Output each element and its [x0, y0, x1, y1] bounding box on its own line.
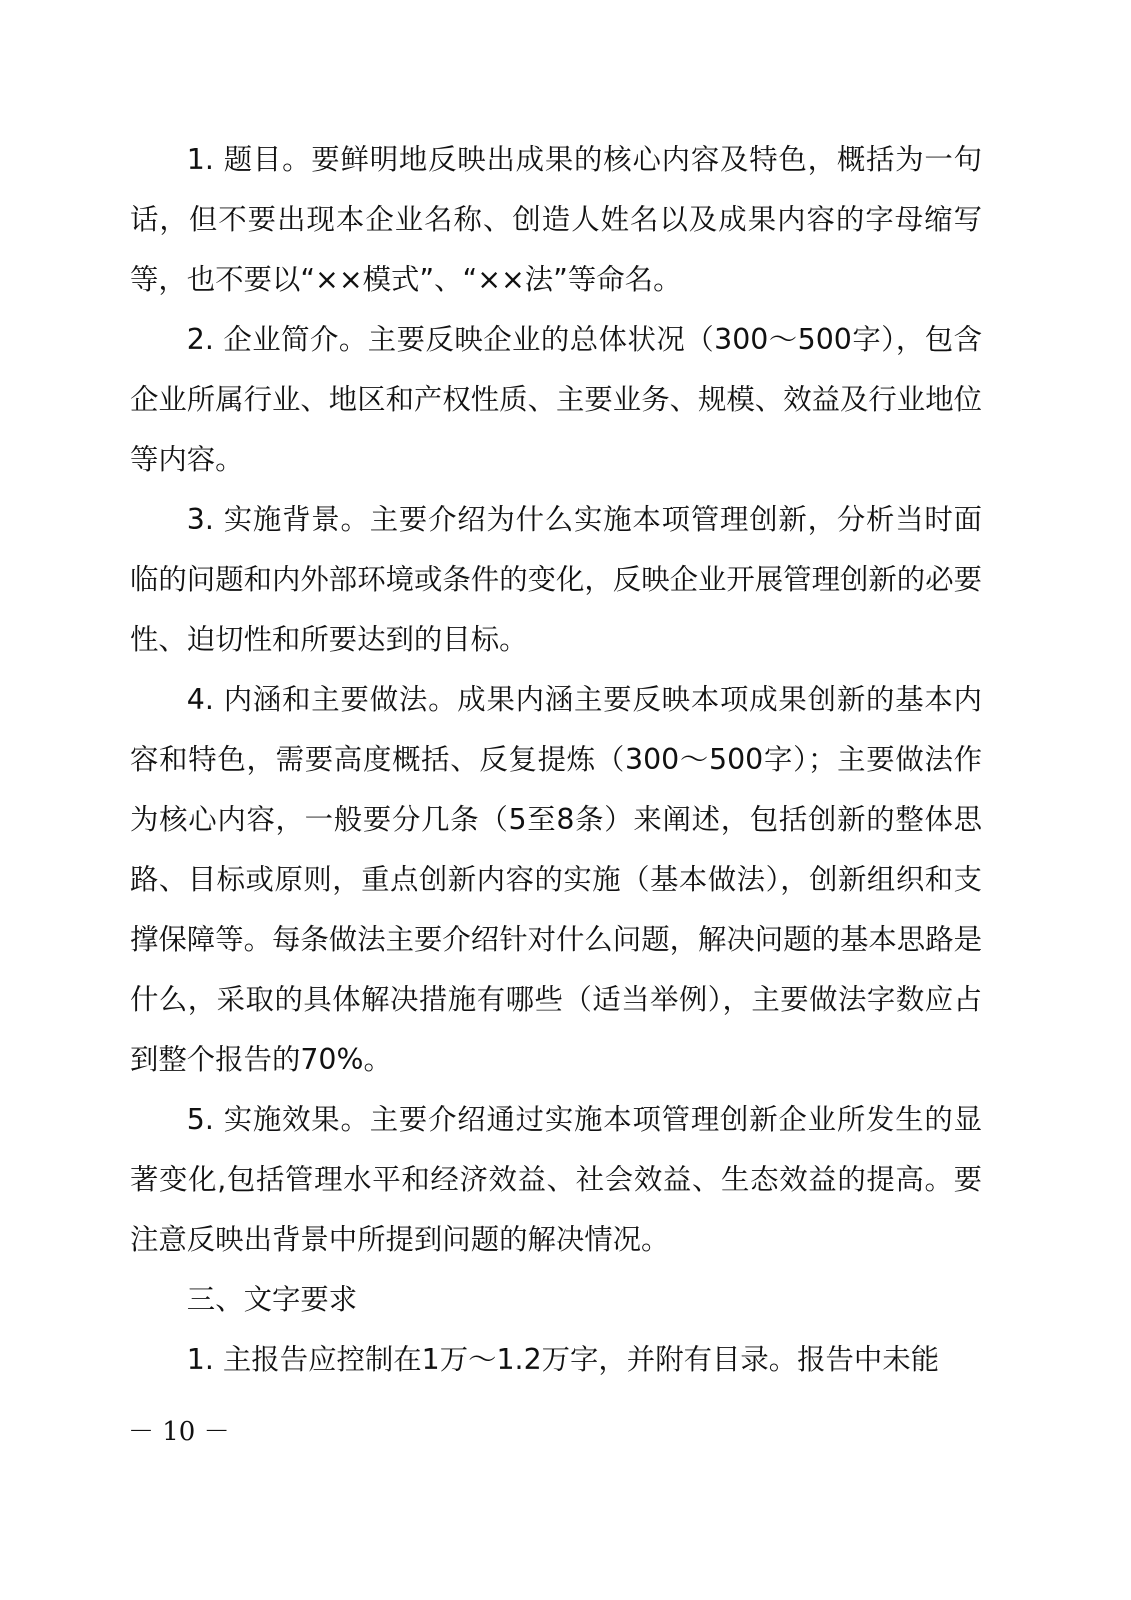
paragraph-background: 3. 实施背景。主要介绍为什么实施本项管理创新，分析当时面临的问题和内外部环境或条件的变化，反映企业开展管理创新的必要性、迫切性和所要达到的目标。: [130, 503, 982, 656]
paragraph-methods: 4. 内涵和主要做法。成果内涵主要反映本项成果创新的基本内容和特色，需要高度概括、反复提炼（300～500字）；主要做法作为核心内容，一般要分几条（5至8条）来阐述，包括创新的整体思路、目标或原则，重点创新内容的实施（基本做法），创新组织和支撑保障等。每条做法主要介绍针对什么问题，解决问题的基本思路是什么，采取的具体解决措施有哪些（适当举例），主要做法字数应占到整个报告的70%。: [130, 683, 982, 1076]
paragraph-text-requirements: 1. 主报告应控制在1万～1.2万字，并附有目录。报告中未能: [186, 1343, 940, 1376]
paragraph-title: 1. 题目。要鲜明地反映出成果的核心内容及特色，概括为一句话，但不要出现本企业名称、创造人姓名以及成果内容的字母缩写等，也不要以“××模式”、“××法”等命名。: [130, 143, 982, 296]
paragraph-company-intro: 2. 企业简介。主要反映企业的总体状况（300～500字），包含企业所属行业、地区和产权性质、主要业务、规模、效益及行业地位等内容。: [130, 323, 982, 476]
section-heading: 三、文字要求: [186, 1283, 358, 1316]
paragraph-results: 5. 实施效果。主要介绍通过实施本项管理创新企业所发生的显著变化,包括管理水平和经济效益、社会效益、生态效益的提高。要注意反映出背景中所提到问题的解决情况。: [130, 1103, 982, 1256]
document-body: [130, 130, 982, 1390]
page-number: － 10 －: [128, 1417, 230, 1447]
